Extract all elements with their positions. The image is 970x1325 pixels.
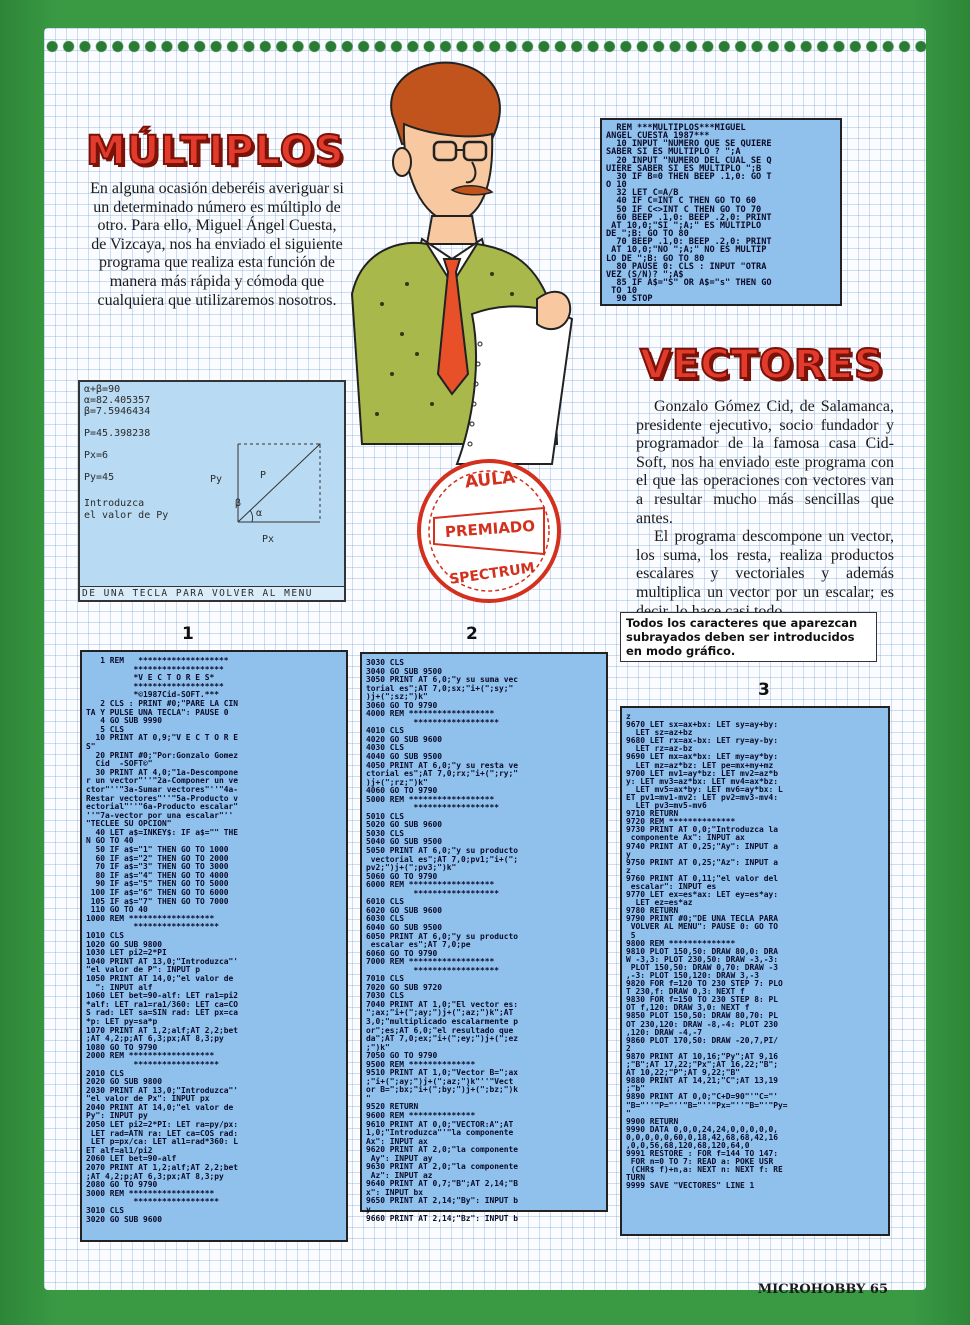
code-line: Az": INPUT az [366,1170,433,1180]
code-line: 2070 PRINT AT 1,2;alf;AT 2,2;bet [86,1163,239,1173]
code-line: 3030 CLS [366,658,405,667]
code-line: ;AT 4,2;p;AT 6,3;px;AT 8,3;py [86,1034,224,1044]
code-line: *alf: LET ra1=ra1/360: LET ca=CO [86,999,239,1009]
code-line: 9850 PLOT 150,50: DRAW 80,70: PL [626,1011,779,1021]
stamp-premiado: PREMIADO [444,516,536,542]
code-line: TA Y PULSE UNA TECLA": PAUSE 0 [86,707,229,717]
code-line: 1060 LET bet=90-alf: LET ra1=pi2 [86,991,239,1001]
figure-number-2: 2 [466,624,478,644]
stamp-aula: AULA [463,467,517,493]
code-line: 85 IF A$="S" OR A$="s" THEN GO [606,277,772,288]
code-line: 100 IF a$="6" THEN GO TO 6000 [86,888,229,898]
code-line: 3,0;"multiplicado escalarmente p [366,1016,519,1026]
code-line: LET sz=az+bz [626,728,693,738]
code-line: REM ***MULTIPLOS***MIGUEL [606,123,746,133]
code-line: ctorial es";AT 7,0;rx;"i+(";ry;" [366,769,519,779]
footer-magazine: MICROHOBBY [757,1282,866,1297]
programmer-illustration [322,44,584,464]
code-line: *p: LET py=sa*p [86,1016,158,1026]
code-line: (CHR$ f)+n,a: NEXT n: NEXT f: RE [626,1165,783,1175]
screen-prompt-line-2: el valor de Py [84,510,169,521]
code-line: ,120: DRAW -4,-7 [626,1027,703,1037]
code-line: ectorial"''"6a-Producto escalar" [86,802,239,812]
code-line: DE ";B: GO TO 80 [606,229,689,240]
code-line: OT f,120: DRAW 3,0: NEXT f [626,1003,750,1013]
code-line: 9820 FOR f=120 TO 230 STEP 7: PLO [626,979,783,989]
code-line: 9810 PLOT 150,50: DRAW 80,0: DRA [626,946,779,956]
figure-number-3: 3 [758,680,770,700]
multiplos-listing [600,118,842,306]
code-line: "TECLEE SU OPCION" [86,819,172,829]
code-line: ANGEL CUESTA 1987*** [606,131,710,142]
code-line: LET rad=ATN ra: LET ca=COS rad: [86,1128,239,1138]
code-line: 2000 REM ****************** [86,1051,215,1061]
code-line: 6040 GO SUB 9500 [366,922,443,932]
code-line: 5020 GO SUB 9600 [366,820,443,830]
label-py: Py [210,474,223,485]
code-line: x": INPUT bx [366,1187,424,1197]
code-line: ,-3: PLOT 150,120: DRAW 3,-3 [626,971,760,980]
code-line: 9710 RETURN [626,809,679,819]
code-line: 9760 PRINT AT 0,11;"el valor del [626,873,779,883]
listing-1 [80,650,348,1242]
code-line: N GO TO 40 [86,836,134,846]
code-line: 4030 CLS [366,743,405,753]
code-line: 9880 PRINT AT 14,21;"C";AT 13,19 [626,1076,779,1086]
code-line: *©1987Cid-SOFT.*** [86,690,220,700]
code-line: 9610 PRINT AT 0,0;"VECTOR:A";AT [366,1119,514,1129]
code-line: 50 IF a$="1" THEN GO TO 1000 [86,845,229,855]
multiplos-paragraph: En alguna ocasión deberéis averiguar si un determinado número es múltiplo de otro. Para ello, Miguel Ángel Cuesta, de Vizcaya, nos ha enviado el siguiente programa que realiza esta función de manera más rápida y cómoda que cualquiera que utilizaremos nosotros. [90,180,344,309]
code-line: SABER SI ES MULTIPLO ? ";A [606,147,741,158]
code-line: 9870 PRINT AT 10,16;"Py";AT 9,16 [626,1051,779,1061]
code-line: 60 IF a$="2" THEN GO TO 2000 [86,853,229,863]
code-line: LET mv5=ax*by: LET mv6=ay*bx: L [626,784,783,794]
screen-status-bar: DE UNA TECLA PARA VOLVER AL MENU [80,586,344,600]
code-line: 9700 LET mv1=ay*bz: LET mv2=az*b [626,768,779,778]
code-line: 6000 REM ****************** [366,880,495,890]
code-line: 5010 CLS [366,811,405,821]
code-line: 4010 CLS [366,726,405,736]
code-line: Ax": INPUT ax [366,1136,428,1146]
code-line: 1080 GO TO 9790 [86,1042,158,1052]
code-line: ****************** [366,965,500,975]
code-line: 4040 GO SUB 9500 [366,752,443,762]
code-line: FOR n=0 TO 7: READ a: POKE USR [626,1157,774,1167]
code-line: S rad: LET sa=SIN rad: LET px=ca [86,1008,239,1018]
code-line: 7000 REM ****************** [366,957,495,967]
code-line: ;"b" [626,1084,646,1094]
code-line: 3040 GO SUB 9500 [366,666,443,676]
screen-line: α=82.405357 [84,395,151,406]
code-line: r un vector"''"2a-Componer un ve [86,776,239,786]
code-line: 9600 REM ************** [366,1110,476,1120]
code-line: ****************** [366,888,500,898]
code-line: 3050 PRINT AT 6,0;"y su suma vec [366,675,519,685]
code-line: 3000 REM ****************** [86,1188,215,1198]
code-line: 1050 PRINT AT 14,0;"el valor de [86,973,234,983]
code-line: )j+(";sz;")k" [366,692,428,702]
code-line: 30 IF B=0 THEN BEEP .1,0: GO T [606,171,772,182]
code-line: 110 GO TO 40 [86,905,148,915]
code-line: 20 INPUT "NUMERO DEL CUAL SE Q [606,155,772,166]
code-line: 1030 LET pi2=2*PI [86,948,167,958]
code-line: AT 10,22;"P";AT 9,22;"B" [626,1068,741,1078]
code-line: LET pv3=mv5-mv6 [626,801,707,811]
code-line: pv2;")j+(";pv3;")k" [366,863,457,873]
code-line: 6060 GO TO 9790 [366,948,438,958]
page-footer [758,1282,888,1297]
code-line: 80 IF a$="4" THEN GO TO 4000 [86,870,229,880]
code-line: LO DE ";B: GO TO 80 [606,253,705,264]
code-line: 1 REM ******************* [86,656,229,665]
code-line: 6030 CLS [366,914,405,924]
code-line: 9780 RETURN [626,906,679,916]
code-line: 70 BEEP .1,0: BEEP .2,0: PRINT [606,237,772,248]
code-line: 105 IF a$="7" THEN GO TO 7000 [86,896,229,906]
code-line: 9990 DATA 0,0,0,24,24,0,0,0,0,0, [626,1124,779,1134]
label-beta: β [235,498,242,509]
code-line: y: LET mv3=az*bx: LET mv4=ax*bz: [626,776,779,786]
code-line: 5000 REM ****************** [366,794,495,804]
code-line: escalar es";AT 7,0;pe [366,940,471,950]
code-line: 9790 PRINT #0;"DE UNA TECLA PARA [626,914,779,924]
code-line: Ay": INPUT ay [366,1153,433,1163]
listing-3 [620,706,890,1236]
code-line: da";AT 7,0;ex;"i+(";ey;")j+(";ez [366,1034,519,1044]
code-line: 1,0;"Introduzca"'"la componente [366,1128,514,1138]
stamp-spectrum: SPECTRUM [448,560,536,588]
code-line: 2040 PRINT AT 14,0;"el valor de [86,1102,234,1112]
figure-number-1: 1 [182,624,194,644]
code-line: 90 IF a$="5" THEN GO TO 5000 [86,879,229,889]
code-line: 2010 CLS [86,1068,125,1078]
code-line: componente Ax": INPUT ax [626,833,745,843]
multiplos-text [88,180,346,310]
code-line: 1040 PRINT AT 13,0;"Introduzca"' [86,956,239,966]
code-line: 9690 LET mx=ax*bx: LET my=ay*by: [626,752,779,762]
code-line: or B=";bx;"i+(";by;")j+(";bz;")k [366,1085,519,1095]
code-line: ****************** [86,922,220,932]
code-line: 9620 PRINT AT 2,0;"la componente [366,1145,519,1155]
code-line: "B="''"P="''"B="''"Px="''"B="'"Py= [626,1100,788,1110]
code-line: ****************** [366,803,500,813]
screen-line: β=7.5946434 [84,406,151,417]
code-line: 4060 GO TO 9790 [366,786,438,796]
code-line: 7050 GO TO 9790 [366,1051,438,1061]
code-line: 5040 GO SUB 9500 [366,837,443,847]
code-line: 4020 GO SUB 9600 [366,734,443,744]
screen-line: α+β=90 [84,384,121,395]
vectores-text [636,398,894,621]
code-line: z [626,865,631,875]
code-line: ;"B";AT 17,22;"Px";AT 16,22;"B"; [626,1060,779,1070]
code-line: 5060 GO TO 9790 [366,871,438,881]
code-line: AT 10,0;"SI ";A;" ES MULTIPLO [606,220,762,231]
code-line: 80 PAUSE 0: CLS : INPUT "OTRA [606,261,767,272]
code-line: 30 PRINT AT 4,0;"1a-Descompone [86,767,239,777]
code-line: O 10 [606,180,627,191]
code-line: 9520 RETURN [366,1102,419,1112]
code-line: 32 LET C=A/B [606,188,679,199]
code-line: 6020 GO SUB 9600 [366,905,443,915]
code-line: 90 STOP [606,294,653,305]
code-line: 1020 GO SUB 9800 [86,939,163,949]
code-line: 4050 PRINT AT 6,0;"y su resta ve [366,760,519,770]
code-line: 2020 GO SUB 9800 [86,1077,163,1087]
code-line: OT 230,120: DRAW -8,-4: PLOT 230 [626,1019,779,1029]
code-line: 5050 PRINT AT 6,0;"y su producto [366,846,519,856]
code-line: VOLVER AL MENU": PAUSE 0: GO TO [626,922,779,932]
label-px: Px [262,534,275,545]
code-line: 5 CLS [86,724,125,734]
code-line: VEZ (S/N)? ";A$ [606,269,684,280]
code-line: 3010 CLS [86,1206,125,1215]
code-line: 1000 REM ****************** [86,913,215,923]
code-line: y [366,1205,371,1214]
code-line: LET ez=es*az [626,898,693,908]
screen-line: P=45.398238 [84,428,151,439]
code-line: 9650 PRINT AT 2,14;"By": INPUT b [366,1196,519,1206]
code-line: 6050 PRINT AT 6,0;"y su producto [366,931,519,941]
code-line: 7030 CLS [366,991,405,1001]
code-line: 9630 PRINT AT 2,0;"la componente [366,1162,519,1172]
code-line: TURN [626,1173,646,1183]
code-line: 1070 PRINT AT 1,2;alf;AT 2,2;bet [86,1025,239,1035]
code-line: 9991 RESTORE : FOR f=144 TO 147: [626,1149,779,1159]
listing-2 [360,652,608,1223]
code-line: 1010 CLS [86,931,125,940]
code-line: AT 10,0;"NO ";A;" NO ES MULTIP [606,245,767,256]
code-line: 60 BEEP .1,0: BEEP .2,0: PRINT [606,212,772,223]
code-line: ;AT 4,2;p;AT 6,3;px;AT 8,3;py [86,1171,224,1181]
code-line: T 230,f: DRAW 0,3: NEXT f [626,987,745,997]
code-line: ******************* [86,664,224,674]
code-line: y [626,849,631,859]
code-line: ";ax;"i+(";ay;")j+(";az;")k";AT [366,1008,514,1018]
code-line: 9670 LET sx=ax+bx: LET sy=ay+by: [626,720,779,730]
code-line: 2030 PRINT AT 13,0;"Introduzca"' [86,1085,239,1095]
code-line: PLOT 150,50: DRAW 0,70: DRAW -3 [626,962,779,972]
code-line: 5030 CLS [366,828,405,838]
code-line: 9680 LET rx=ax-bx: LET ry=ay-by: [626,736,779,746]
label-alpha: α [256,508,263,519]
code-line: 2050 LET pi2=2*PI: LET ra=py/px: [86,1120,239,1130]
code-line: 5 [626,930,636,940]
code-line: 9830 FOR f=150 TO 230 STEP 8: PL [626,995,779,1005]
code-line: ET pv1=mv1-mv2: LET pv2=mv3-mv4: [626,792,779,802]
code-line: W -3,3: PLOT 230,50: DRAW -3,-3: [626,954,779,964]
code-line: or";es;AT 6,0;"el resultado que [366,1025,514,1035]
code-line: ctor"''"3a-Sumar vectores"''"4a- [86,784,239,794]
code-line: Py": INPUT py [86,1111,148,1121]
code-line: escalar": INPUT es [626,881,717,891]
vectores-paragraph-2: El programa descompone un vector, los suma, los resta, realiza productos escalares y vectoriales y además multiplica un vector por un escalar; es [636,528,894,601]
code-line: ****************** [366,717,500,727]
code-line: Restar vectores"''"5a-Producto v [86,793,239,803]
code-line: *V E C T O R E S* [86,673,215,683]
screen-line: Px=6 [84,450,109,461]
code-line: 7010 CLS [366,974,405,984]
code-line: 4 GO SUB 9990 [86,716,163,726]
code-line: "el valor de Px": INPUT px [86,1094,210,1104]
code-line: 9999 SAVE "VECTORES" LINE 1 [626,1181,755,1191]
code-line: UIERE SABER SI ES MULTIPLO ";B [606,163,762,174]
code-line: " [626,1108,631,1118]
code-line: torial es";AT 7,0;sx;"i+(";sy;" [366,683,514,693]
code-line: ****************** [86,1059,220,1069]
code-line: 9500 REM ************** [366,1059,476,1069]
footer-page-number: 65 [869,1282,888,1297]
code-line: 2 [626,1043,631,1053]
code-line: TO 10 [606,286,638,297]
code-line: 2060 LET bet=90-alf [86,1154,177,1164]
code-line: 9750 PRINT AT 0,25;"Az": INPUT a [626,857,779,867]
code-line: LET rz=az-bz [626,744,693,754]
multiplos-title: MÚLTIPLOS [86,128,345,174]
code-line: 9740 PRINT AT 0,25;"Ay": INPUT a [626,841,779,851]
code-line: ;"i+(";ay;")j+(";az;")k"''"Vect [366,1076,514,1086]
screen-prompt-line-1: Introduzca [84,498,145,509]
code-line: 0,0,0,0,0,60,0,18,42,68,68,42,16 [626,1132,779,1142]
code-line: z [626,712,631,721]
code-line: 20 PRINT #0;"Por:Gonzalo Gomez [86,750,239,760]
code-line: 9900 RETURN [626,1116,679,1126]
code-line: 40 LET a$=INKEY$: IF a$="" THE [86,827,239,837]
code-line: 9660 PRINT AT 2,14;"Bz": INPUT b [366,1213,519,1223]
code-line: )j+(";rz;")k" [366,777,428,787]
code-line: vectorial es";AT 7,0;pv1;"i+("; [366,854,519,864]
code-line: 6010 CLS [366,897,405,907]
code-line: LET p=px/ca: LET al1=rad*360: L [86,1137,239,1147]
code-line: 2080 GO TO 9790 [86,1180,158,1190]
code-line: 3020 GO SUB 9600 [86,1214,163,1224]
code-line: 2 CLS : PRINT #0;"PARE LA CIN [86,698,239,708]
code-line: 9510 PRINT AT 1,0;"Vector B=";ax [366,1068,519,1078]
code-line: 9860 PLOT 170,50: DRAW -20,7,PI/ [626,1035,779,1045]
code-line: 3060 GO TO 9790 [366,700,438,710]
code-line: ": INPUT alf [86,982,153,992]
screen-line: Py=45 [84,472,115,483]
code-line: 10 INPUT "NUMERO QUE SE QUIERE [606,139,772,150]
code-line: 9720 REM ************** [626,817,736,827]
code-line: 9800 REM ************** [626,938,736,948]
code-line: 7040 PRINT AT 1,0;"El vector es: [366,999,519,1009]
code-line: 40 IF C=INT C THEN GO TO 60 [606,196,757,207]
code-line: 4000 REM ****************** [366,709,495,719]
code-line: LET mz=az*bz: LET pe=mx+my+mz [626,760,774,770]
code-line: ;")k" [366,1042,390,1052]
code-line: 9890 PRINT AT 0,0;"C+D=90"'"C="' [626,1092,779,1102]
code-line: " [366,1093,371,1103]
code-line: Cid -SOFT©" [86,759,153,769]
vectores-paragraph-1: Gonzalo Gómez Cid, de Salamanca, presidente ejecutivo, socio fundador y programador de la famosa casa Cid-Soft, nos ha enviado este programa con el que las operaciones con vectores van a resultar mucho más sencillas que antes. [636,398,894,527]
code-line: ******************* [86,681,224,691]
code-line: 9730 PRINT AT 0,0;"Introduzca la [626,825,779,835]
code-line: ,0,0,56,68,120,68,120,64,0 [626,1140,750,1150]
code-line: ET alf=al1/pi2 [86,1145,153,1155]
code-line: ''"7a-vector por una escalar"'' [86,810,234,820]
code-line: 9770 LET ex=es*ax: LET ey=es*ay: [626,890,779,900]
code-line: "el valor de P": INPUT p [86,965,201,975]
code-line: 10 PRINT AT 0,9;"V E C T O R E [86,733,239,743]
program-screenshot [78,380,346,602]
code-line: 50 IF C<>INT C THEN GO TO 70 [606,204,762,215]
code-line: 7020 GO SUB 9720 [366,982,443,992]
code-line: 9640 PRINT AT 0,7;"B";AT 2,14;"B [366,1179,519,1189]
vectores-title: VECTORES [640,342,884,388]
label-p: P [260,470,267,481]
vector-diagram [80,382,348,592]
code-line: S" [86,741,96,751]
code-line: ****************** [86,1197,220,1207]
graphic-mode-note: Todos los caracteres que aparezcan subrayados deben ser introducidos en modo gráfico. [620,612,877,662]
code-line: 70 IF a$="3" THEN GO TO 3000 [86,862,229,872]
